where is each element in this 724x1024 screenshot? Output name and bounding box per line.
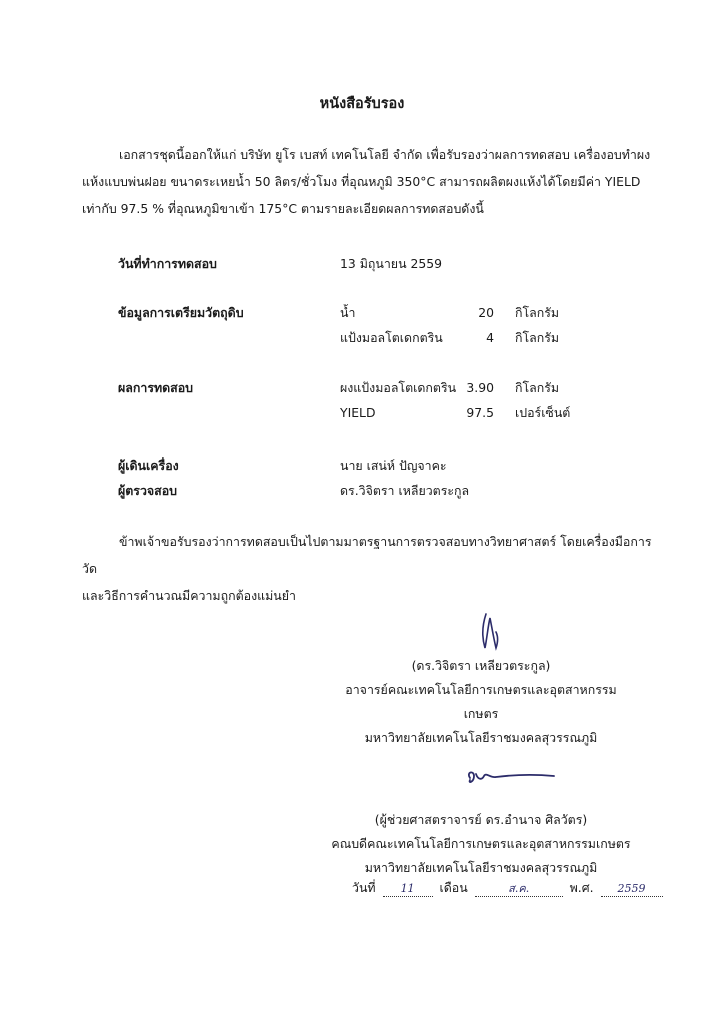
date-day-label: วันที่ [352, 880, 376, 895]
raw-material-name: แป้งมอลโตเดกตริน [340, 330, 443, 345]
certification-line-2: และวิธีการคำนวณมีความถูกต้องแม่นยำ [82, 588, 296, 603]
date-month-value: ส.ค. [475, 882, 563, 897]
operator-label: ผู้เดินเครื่อง [118, 458, 179, 473]
signer-2-name: (ผู้ช่วยศาสตราจารย์ ดร.อำนาจ ศิลวัตร) [374, 812, 588, 827]
raw-material-unit: กิโลกรัม [515, 330, 560, 345]
date-month-label: เดือน [439, 880, 468, 895]
result-name: ผงแป้งมอลโตเดกตริน [340, 380, 457, 395]
operator-name: นาย เสน่ห์ ปัญจาคะ [340, 458, 447, 473]
signer-2-org: มหาวิทยาลัยเทคโนโลยีราชมงคลสุวรรณภูมิ [364, 860, 598, 875]
signing-date-line [352, 878, 666, 898]
signer-1-block [330, 654, 632, 750]
signer-2-block [330, 808, 632, 880]
signature-1-image [472, 608, 512, 656]
result-amount: 97.5 [466, 405, 494, 420]
intro-paragraph [82, 141, 652, 222]
certification-line-1: ข้าพเจ้าขอรับรองว่าการทดสอบเป็นไปตามมาตรฐานการตรวจสอบทางวิทยาศาสตร์ โดยเครื่องมือการวัด [82, 534, 652, 576]
test-date-label: วันที่ทำการทดสอบ [118, 256, 217, 271]
result-amount: 3.90 [466, 380, 494, 395]
result-unit: กิโลกรัม [515, 380, 560, 395]
result-unit: เปอร์เซ็นต์ [515, 405, 571, 420]
date-year-value: 2559 [601, 882, 663, 897]
certification-paragraph [82, 528, 652, 609]
signer-2-position: คณบดีคณะเทคโนโลยีการเกษตรและอุตสาหกรรมเกษตร [331, 836, 631, 851]
test-date-value: 13 มิถุนายน 2559 [340, 256, 443, 271]
signer-1-org: มหาวิทยาลัยเทคโนโลยีราชมงคลสุวรรณภูมิ [364, 730, 598, 745]
intro-line-1: เอกสารชุดนี้ออกให้แก่ บริษัท ยูโร เบสท์ เทคโนโลยี จำกัด เพื่อรับรองว่าผลการทดสอบ เครื่องอบทำผง [119, 147, 651, 162]
raw-material-amount: 4 [486, 330, 494, 345]
document-title: หนังสือรับรอง [319, 96, 405, 112]
intro-line-3: เท่ากับ 97.5 % ที่อุณหภูมิขาเข้า 175°C ตามรายละเอียดผลการทดสอบดังนี้ [82, 201, 484, 216]
raw-material-name: น้ำ [340, 305, 356, 320]
signer-1-position: อาจารย์คณะเทคโนโลยีการเกษตรและอุตสาหกรรมเกษตร [345, 682, 617, 721]
date-year-label: พ.ศ. [569, 880, 594, 895]
result-name: YIELD [340, 405, 376, 420]
date-day-value: 11 [383, 882, 433, 897]
inspector-name: ดร.วิจิตรา เหลียวตระกูล [340, 483, 470, 498]
inspector-label: ผู้ตรวจสอบ [118, 483, 178, 498]
raw-materials-label: ข้อมูลการเตรียมวัตถุดิบ [118, 305, 244, 320]
raw-material-unit: กิโลกรัม [515, 305, 560, 320]
signer-1-name: (ดร.วิจิตรา เหลียวตระกูล) [411, 658, 551, 673]
results-label: ผลการทดสอบ [118, 380, 194, 395]
raw-material-amount: 20 [478, 305, 494, 320]
signature-2-image [462, 762, 562, 792]
intro-line-2: แห้งแบบพ่นฝอย ขนาดระเหยน้ำ 50 ลิตร/ชั่วโมง ที่อุณหภูมิ 350°C สามารถผลิตผงแห้งได้โดยมีค่า YIELD [82, 174, 641, 189]
